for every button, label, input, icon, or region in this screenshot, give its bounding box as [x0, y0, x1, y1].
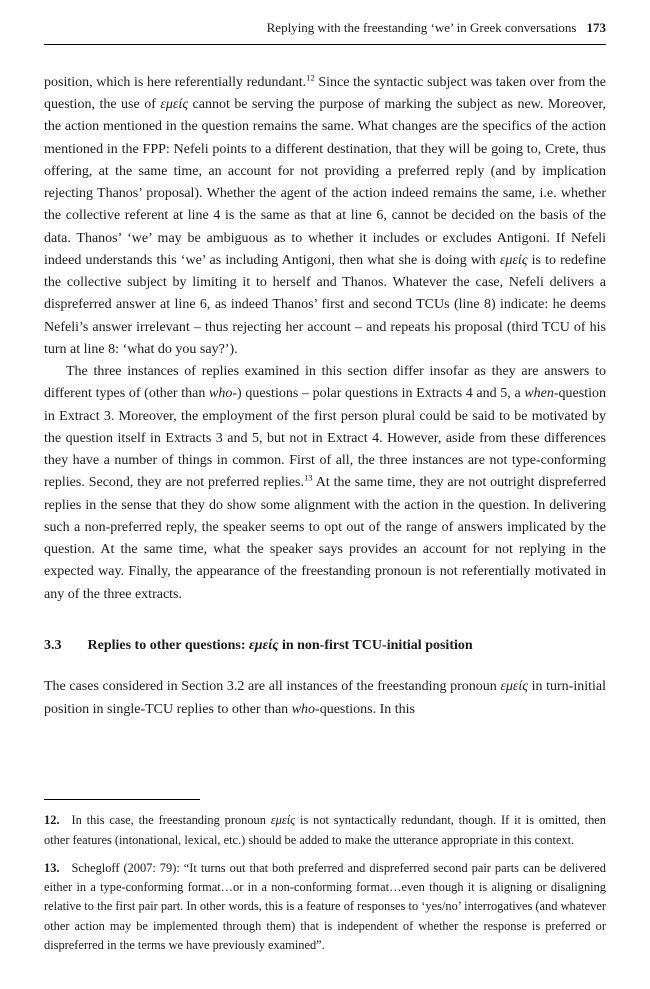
- page-header: [44, 16, 606, 45]
- running-head: [44, 16, 606, 37]
- footnote-area: [44, 799, 606, 955]
- italic-run: εμείς: [270, 813, 296, 828]
- paragraph: [44, 72, 606, 361]
- text-run: -) questions – polar questions in Extracts 4 and 5, a: [232, 386, 525, 402]
- italic-run: who: [209, 386, 233, 402]
- text-run: is to redefine the collective subject by limiting it to herself and Thanos. Whatever the case, Nefeli delivers a dispreferred answer at line 6, as indeed Thanos’ first and second TCUs (line 8) indicate: he deems Nefeli’s answer irrelevant – thus rejecting her account – and repeats his proposal (third TCU of his turn at line 8: ‘what do you say?’).: [44, 252, 606, 357]
- text-run: Schegloff (2007: 79): “It turns out that both preferred and dispreferred second pair parts can be delivered either in a type-conforming format…or in a non-conforming format…even though it is aligning or disaligning relative to the first pair part. In other words, this is a feature of responses to ‘yes/no’ interrogatives (and whatever other action may be implemented through them) that is independent of whether the response is preferred or dispreferred in the terms we have previously examined”.: [44, 860, 606, 952]
- paragraph-block-after: [44, 676, 606, 721]
- text-run: Since the syntactic subject was taken over from the question, the use of: [44, 74, 607, 113]
- running-title: Replying with the freestanding ‘we’ in Greek conversations: [266, 20, 577, 35]
- section-number: 3.3: [44, 637, 62, 653]
- text-run: In this case, the freestanding pronoun: [71, 813, 271, 828]
- text-run: Replies to other questions:: [87, 637, 250, 653]
- text-run: in non-first TCU-initial position: [278, 637, 473, 653]
- text-run: position, which is here referentially redundant.: [44, 74, 307, 90]
- footnote-ref: 13: [303, 472, 313, 483]
- page-body: [44, 72, 606, 721]
- page-number: 173: [586, 20, 606, 35]
- header-rule: [44, 44, 606, 45]
- text-run: cannot be serving the purpose of marking the subject as new. Moreover, the action mentioned in the question remains the same. What changes are the specifics of the action mentioned in the FPP: Nefeli points to a different destination, that they will be going to, Crete, thus offering, at the same time, an account for not providing a preferred reply (and by implication rejecting Thanos’ proposal). Whether the agent of the action indeed remains the same, i.e. whether the collective referent at line 4 is the same as that at line 6, cannot be decided on the basis of the data. Thanos’ ‘we’ may be ambiguous as to whether it includes or excludes Antigoni. If Nefeli indeed understands this ‘we’ as including Antigoni, then what she is doing with: [44, 97, 606, 268]
- footnote-number: 13.: [44, 860, 60, 875]
- footnote: [44, 811, 606, 849]
- italic-run: who: [291, 701, 316, 717]
- paragraph: [44, 361, 606, 606]
- italic-run: εμείς: [499, 252, 528, 268]
- italic-run: εμείς: [160, 97, 189, 113]
- italic-run: when: [524, 386, 554, 402]
- footnote-number: 12.: [44, 813, 60, 828]
- footnote-ref: 12: [306, 72, 315, 83]
- footnote-list: [44, 811, 606, 955]
- text-run: in turn-initial position in single-TCU replies to other than: [44, 679, 606, 717]
- text-run: -question in Extract 3. Moreover, the employment of the first person plural could be said to be motivated by the question itself in Extracts 3 and 5, but not in Extract 4. However, aside from these differences they have a number of things in common. First of all, the three instances are not type-conforming replies. Second, they are not preferred replies.: [44, 386, 606, 491]
- footnote: [44, 859, 606, 955]
- paragraph-block: [44, 72, 606, 606]
- section-heading: [44, 636, 606, 656]
- text-run: At the same time, they are not outright dispreferred replies in the sense that they do show some alignment with the action in the question. In delivering such a non-preferred reply, the speaker seems to opt out of the range of answers implicated by the question. At the same time, what the speaker says provides an account for not replying in the expected way. Finally, the appearance of the freestanding pronoun is not referentially motivated in any of the three extracts.: [44, 475, 606, 602]
- text-run: The cases considered in Section 3.2 are all instances of the freestanding pronoun: [44, 679, 501, 695]
- footnote-rule: [44, 799, 200, 800]
- section-title: [88, 638, 473, 653]
- text-run: -questions. In this: [315, 701, 415, 717]
- italic-run: εμείς: [500, 679, 528, 695]
- text-run: The three instances of replies examined in this section differ insofar as they are answers to different types of (other than: [44, 364, 606, 402]
- text-run: is not syntactically redundant, though. If it is omitted, then other features (intonational, lexical, etc.) should be added to make the utterance appropriate in this context.: [44, 813, 606, 847]
- italic-run: εμείς: [249, 637, 279, 653]
- paragraph: [44, 676, 606, 721]
